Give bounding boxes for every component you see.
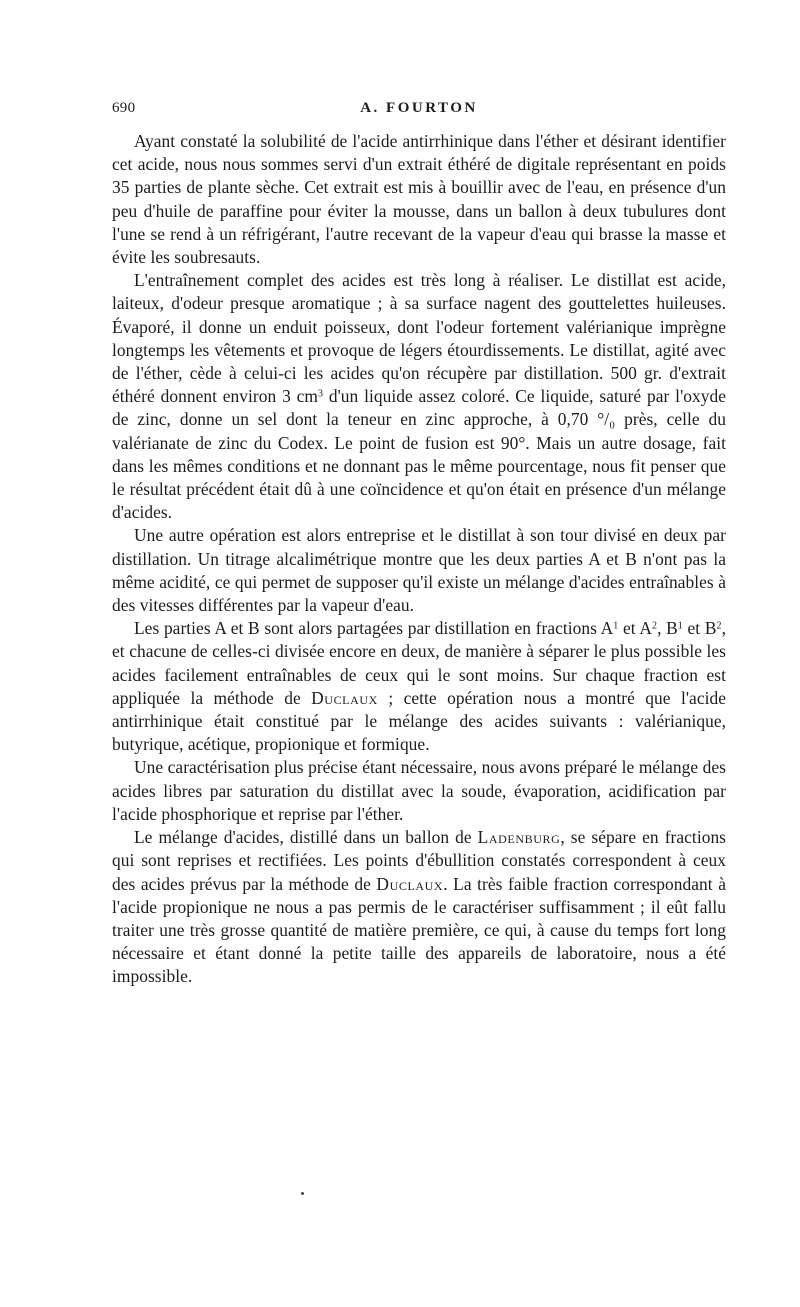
print-speck	[301, 1192, 304, 1195]
author-name: Ladenburg	[477, 827, 561, 848]
paragraph-3	[112, 524, 726, 617]
paragraph-text: Une caractérisation plus précise étant nécessaire, nous avons préparé le mélange des acides libres par saturation du distillat avec la soude, évaporation, acidification par l'acide phosphorique et reprise par l'éther.	[112, 757, 726, 824]
superscript: 1	[613, 620, 619, 632]
paragraph-text: et B	[682, 618, 717, 639]
running-title: A. FOURTON	[360, 100, 478, 116]
page	[112, 100, 726, 989]
paragraph-text: , se sépare en fractions qui sont reprises et rectifiées. Les points d'ébullition constatés correspondent à ceux des acides prévus par la méthode de	[112, 827, 727, 894]
page-header	[112, 100, 726, 122]
author-name: Duclaux	[311, 687, 378, 708]
superscript: 3	[317, 388, 324, 400]
paragraph-5	[112, 756, 726, 826]
paragraph-text: , B	[657, 618, 678, 639]
page-number: 690	[112, 100, 136, 116]
superscript: 2	[716, 620, 722, 632]
paragraph-text: Le mélange d'acides, distillé dans un ballon de	[134, 827, 478, 848]
paragraph-6	[112, 826, 726, 988]
superscript: 2	[652, 620, 658, 632]
paragraph-2	[112, 269, 726, 524]
paragraph-text: L'entraînement complet des acides est très long à réaliser. Le distillat est acide, laiteux, d'odeur presque aromatique ; à sa surface nagent des gouttelettes huileuses. Évaporé, il donne un enduit poisseux, dont l'odeur fortement valérianique imprègne longtemps les vêtements et provoque de légers étourdissements. Le distillat, agité avec de l'éther, cède à celui-ci les acides qu'on récupère par distillation. 500 gr. d'extrait éthéré donnent environ 3 cm	[112, 270, 726, 407]
paragraph-text: , et chacune de celles-ci divisée encore en deux, de manière à séparer le plus possible les acides facilement entraînables de ceux qui le sont moins. Sur chaque fraction est appliquée la méthode de	[112, 618, 726, 708]
paragraph-text: ; cette opération nous a montré que l'acide antirrhinique était constitué par le mélange des acides suivants : valérianique, butyrique, acétique, propionique et formique.	[112, 687, 726, 755]
author-name: Duclaux	[376, 873, 444, 894]
paragraph-text: et A	[618, 618, 652, 639]
superscript: 1	[677, 620, 683, 632]
paragraph-text: . La très faible fraction correspondant à l'acide propionique ne nous a pas permis de le caractériser suffisamment ; il eût fallu traiter une très grosse quantité de matière première, ce qui, à cause du temps fort long nécessaire et étant donné la petite taille des appareils de laboratoire, nous a été impossible.	[112, 873, 726, 987]
paragraph-text: Une autre opération est alors entreprise et le distillat à son tour divisé en deux par distillation. Un titrage alcalimétrique montre que les deux parties A et B n'ont pas la même acidité, ce qui permet de supposer qu'il existe un mélange d'acides entraînables à des vitesses différentes par la vapeur d'eau.	[112, 525, 726, 616]
paragraph-text: d'un liquide assez coloré. Ce liquide, saturé par l'oxyde de zinc, donne un sel dont la teneur en zinc approche, à 0,70 °/₀ près, celle du valérianate de zinc du Codex. Le point de fusion est 90°. Mais un autre dosage, fait dans les mêmes conditions et ne donnant pas le même pourcentage, nous fit penser que le résultat précédent était dû à une coïncidence et qu'on était en présence d'un mélange d'acides.	[112, 386, 726, 523]
paragraph-text: Les parties A et B sont alors partagées par distillation en fractions A	[134, 618, 614, 639]
paragraph-1	[112, 130, 726, 269]
paragraph-4	[112, 617, 726, 756]
paragraph-text: Ayant constaté la solubilité de l'acide antirrhinique dans l'éther et désirant identifier cet acide, nous nous sommes servi d'un extrait éthéré de digitale représentant en poids 35 parties de plante sèche. Cet extrait est mis à bouillir avec de l'eau, en présence d'un peu d'huile de paraffine pour éviter la mousse, dans un ballon à deux tubulures dont l'une se rend à un réfrigérant, l'autre recevant de la vapeur d'eau qui brasse la masse et évite les soubresauts.	[112, 131, 726, 268]
